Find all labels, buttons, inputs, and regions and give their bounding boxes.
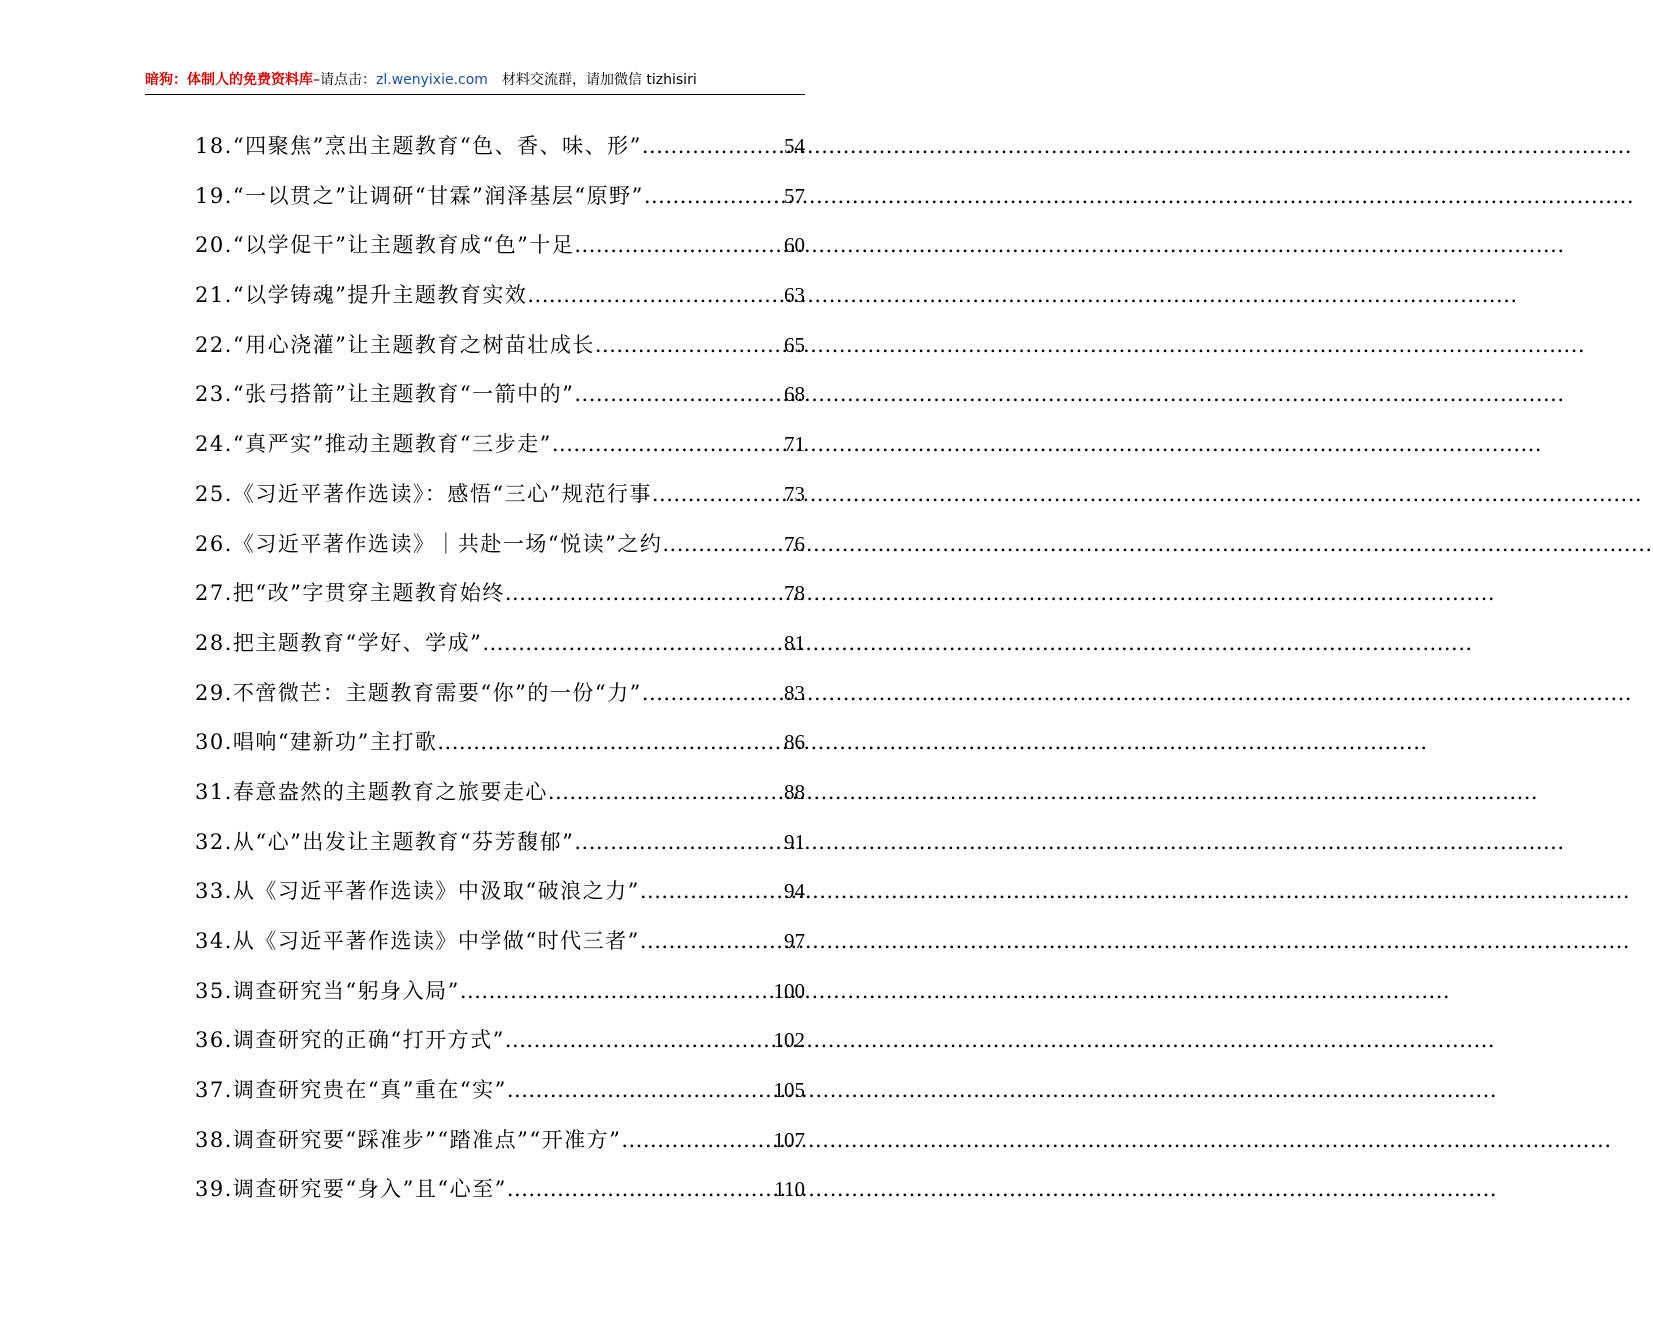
toc-entry-page: 71 (784, 432, 805, 457)
toc-entry[interactable] (195, 724, 805, 774)
toc-entry[interactable] (195, 327, 805, 377)
toc-entry[interactable] (195, 1072, 805, 1122)
toc-entry-page: 102 (773, 1028, 805, 1053)
toc-leader-dots (507, 1072, 774, 1108)
toc-leader-dots (527, 277, 784, 313)
toc-entry-title: 31.春意盎然的主题教育之旅要走心 (195, 779, 548, 804)
toc-leader-dots (460, 973, 774, 1009)
toc-leader-dots (640, 923, 784, 959)
toc-entry[interactable] (195, 1122, 805, 1172)
toc-entry-page: 83 (784, 680, 805, 705)
toc-entry-page: 91 (784, 829, 805, 854)
toc-entry-title: 29.不啻微芒：主题教育需要“你”的一份“力” (195, 680, 642, 705)
toc-entry-page: 88 (784, 779, 805, 804)
toc-leader-dots (652, 476, 784, 512)
toc-entry-title: 30.唱响“建新功”主打歌 (195, 730, 438, 755)
toc-leader-dots (552, 426, 784, 462)
toc-entry[interactable] (195, 873, 805, 923)
toc-entry[interactable] (195, 625, 805, 675)
toc-entry-title: 38.调查研究要“踩准步”“踏准点”“开准方” (195, 1127, 622, 1152)
toc-leader-dots (505, 1022, 774, 1058)
group-note: 材料交流群，请加微信 tizhisiri (501, 72, 697, 88)
toc-entry[interactable] (195, 426, 805, 476)
toc-leader-dots (482, 625, 784, 661)
toc-leader-dots (437, 724, 784, 760)
toc-entry[interactable] (195, 277, 805, 327)
table-of-contents (195, 128, 805, 1221)
toc-leader-dots (644, 178, 784, 214)
toc-entry-title: 37.调查研究贵在“真”重在“实” (195, 1078, 507, 1103)
toc-entry[interactable] (195, 376, 805, 426)
toc-entry[interactable] (195, 526, 805, 576)
toc-entry-page: 65 (784, 332, 805, 357)
click-prompt: –请点击： (313, 72, 376, 88)
toc-entry[interactable] (195, 774, 805, 824)
toc-entry-page: 78 (784, 581, 805, 606)
toc-entry-page: 107 (773, 1127, 805, 1152)
toc-entry-title: 36.调查研究的正确“打开方式” (195, 1028, 505, 1053)
toc-entry-page: 60 (784, 233, 805, 258)
toc-entry-page: 94 (784, 879, 805, 904)
toc-entry-page: 57 (784, 183, 805, 208)
toc-entry-title: 25.《习近平著作选读》：感悟“三心”规范行事 (195, 481, 652, 506)
toc-entry-page: 68 (784, 382, 805, 407)
toc-entry-page: 86 (784, 730, 805, 755)
toc-entry-page: 110 (774, 1177, 805, 1202)
toc-leader-dots (574, 376, 784, 412)
toc-leader-dots (574, 824, 784, 860)
toc-entry-page: 81 (784, 630, 805, 655)
toc-entry[interactable] (195, 128, 805, 178)
toc-entry-page: 63 (784, 283, 805, 308)
toc-leader-dots (505, 575, 784, 611)
toc-entry-title: 26.《习近平著作选读》｜共赴一场“悦读”之约 (195, 531, 663, 556)
toc-leader-dots (621, 1122, 773, 1158)
toc-leader-dots (662, 526, 784, 562)
toc-entry-title: 23.“张弓搭箭”让主题教育“一箭中的” (195, 382, 575, 407)
toc-entry-title: 24.“真严实”推动主题教育“三步走” (195, 432, 552, 457)
toc-entry[interactable] (195, 178, 805, 228)
toc-entry-page: 73 (784, 481, 805, 506)
toc-entry-page: 76 (784, 531, 805, 556)
toc-entry[interactable] (195, 1171, 805, 1221)
toc-entry-title: 27.把“改”字贯穿主题教育始终 (195, 581, 505, 606)
toc-entry[interactable] (195, 824, 805, 874)
toc-leader-dots (574, 227, 784, 263)
toc-entry-page: 105 (773, 1078, 805, 1103)
toc-entry-title: 33.从《习近平著作选读》中汲取“破浪之力” (195, 879, 640, 904)
toc-entry-title: 20.“以学促干”让主题教育成“色”十足 (195, 233, 575, 258)
toc-leader-dots (640, 873, 784, 909)
toc-entry-title: 34.从《习近平著作选读》中学做“时代三者” (195, 929, 640, 953)
toc-entry-title: 19.“一以贯之”让调研“甘霖”润泽基层“原野” (195, 183, 644, 208)
toc-leader-dots (548, 774, 784, 810)
toc-entry-title: 35.调查研究当“躬身入局” (195, 978, 460, 1003)
toc-entry-page: 54 (784, 134, 805, 158)
toc-entry-title: 39.调查研究要“身入”且“心至” (195, 1177, 507, 1202)
toc-leader-dots (507, 1171, 774, 1207)
toc-entry-page: 97 (784, 929, 805, 953)
toc-leader-dots (642, 675, 784, 711)
toc-entry-page: 100 (773, 978, 805, 1003)
toc-entry[interactable] (195, 1022, 805, 1072)
toc-leader-dots (595, 327, 784, 363)
toc-leader-dots (642, 128, 784, 164)
toc-entry-title: 32.从“心”出发让主题教育“芬芳馥郁” (195, 829, 575, 854)
toc-entry[interactable] (195, 227, 805, 277)
page-header (145, 70, 805, 95)
toc-entry[interactable] (195, 675, 805, 725)
toc-entry-title: 22.“用心浇灌”让主题教育之树苗壮成长 (195, 332, 595, 357)
toc-entry-title: 28.把主题教育“学好、学成” (195, 630, 483, 655)
toc-entry[interactable] (195, 923, 805, 973)
toc-entry[interactable] (195, 476, 805, 526)
site-name: 暗狗：体制人的免费资料库 (145, 72, 313, 88)
toc-entry-title: 18.“四聚焦”烹出主题教育“色、香、味、形” (195, 134, 642, 158)
toc-entry[interactable] (195, 575, 805, 625)
toc-entry[interactable] (195, 973, 805, 1023)
site-link[interactable]: zl.wenyixie.com (376, 72, 488, 88)
toc-entry-title: 21.“以学铸魂”提升主题教育实效 (195, 283, 528, 308)
